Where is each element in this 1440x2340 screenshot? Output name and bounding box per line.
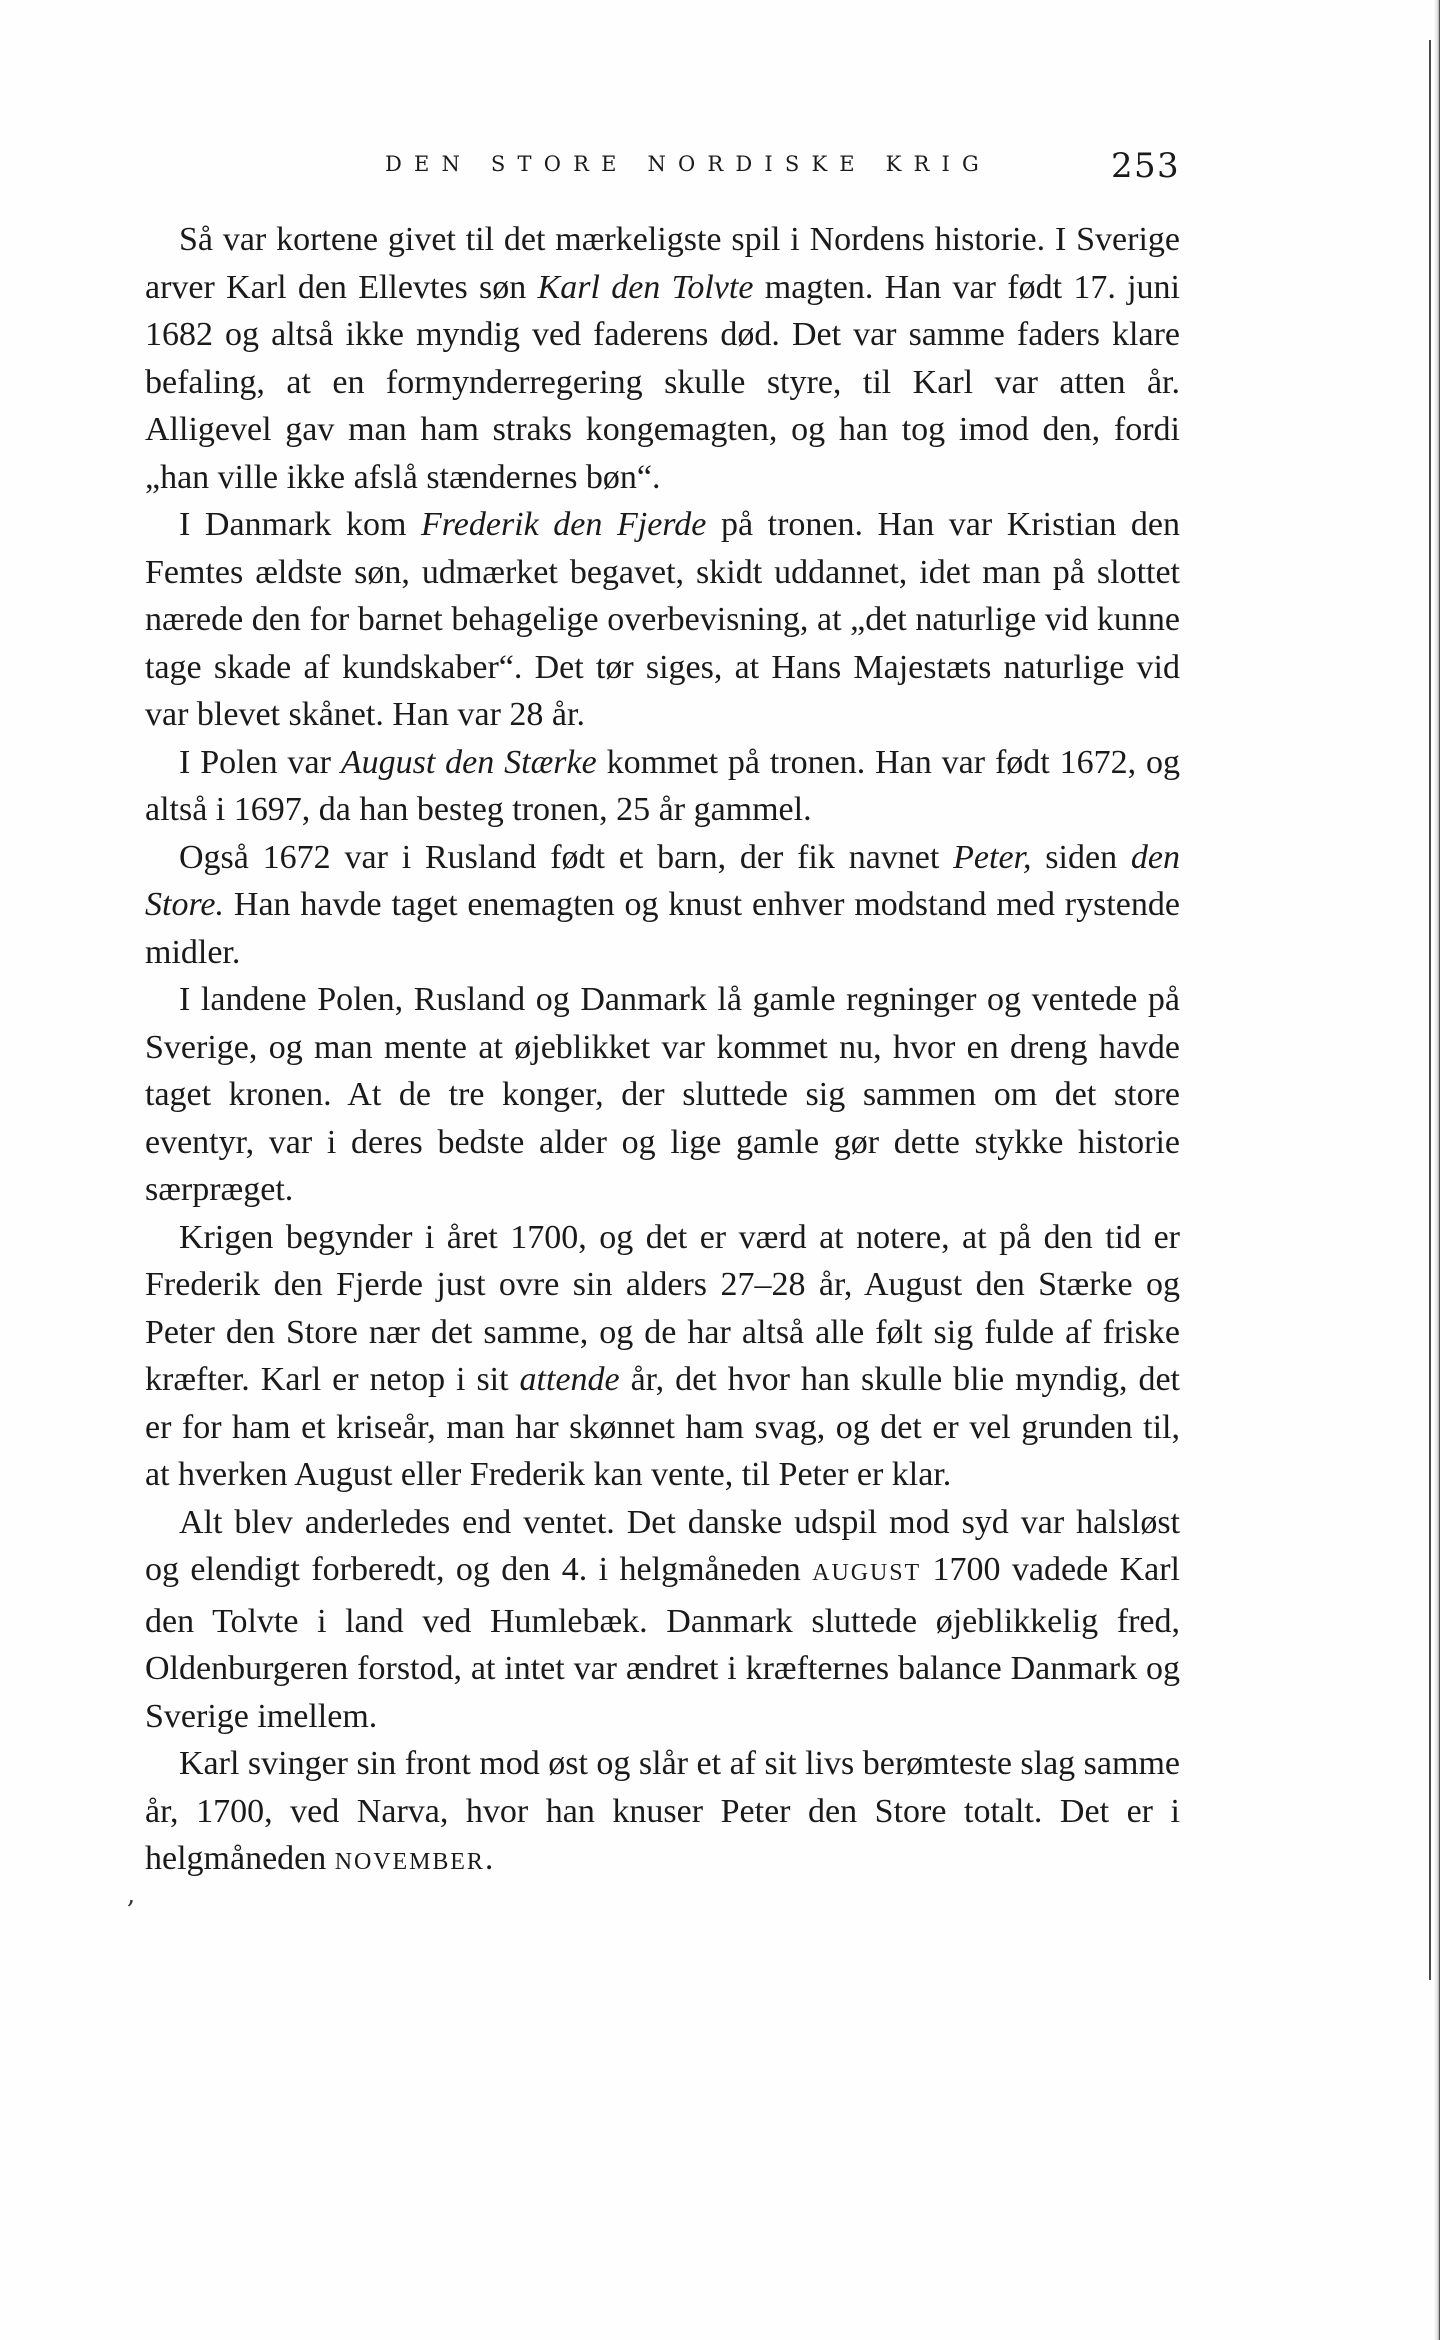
paragraph-7 xyxy=(145,1499,1180,1741)
page-number: 253 xyxy=(1111,146,1180,186)
paragraph-3-text: kommet på tronen. Han var født 1672, og altså i 1697, da han besteg tronen, 25 år gammel. xyxy=(145,743,1180,828)
paragraph-8-smallcaps-month: NOVEMBER xyxy=(334,1849,485,1875)
paragraph-2-lead: I Danmark kom xyxy=(179,506,422,543)
paragraph-5 xyxy=(145,976,1180,1214)
paragraph-1-text: Så var kortene givet til det mærkeligste spil i Nordens historie. I Sverige arver Karl den Ellevtes søn xyxy=(145,221,1180,306)
paragraph-1-text-cont: magten. Han var født 17. juni 1682 og altså ikke myndig ved faderens død. Det var samme faders klare befaling, at en formynderregering skulle styre, til Karl var atten år. Alligevel gav man ham straks kongemagten, og han tog imod den, fordi „han ville ikke afslå stændernes bøn“. xyxy=(145,268,1180,496)
page-edge-line xyxy=(1429,40,1431,1980)
body-text xyxy=(145,216,1180,1887)
paragraph-4-mid: siden xyxy=(1031,838,1131,876)
paragraph-5-text: I landene Polen, Rusland og Danmark lå gamle regninger og ventede på Sverige, og man mente at øjeblikket var kommet nu, hvor en dreng havde taget kronen. At de tre konger, der sluttede sig sammen om det store eventyr, var i deres bedste alder og lige gamle gør dette stykke historie særpræget. xyxy=(145,981,1180,1208)
paragraph-2-text: på tronen. Han var Kristian den Femtes ældste søn, udmærket begavet, skidt uddannet, idet man på slottet nærede den for barnet behagelige overbevisning, at „det naturlige vid kunne tage skade af kundskaber“. Det tør siges, at Hans Majestæts naturlige vid var blevet skånet. Han var 28 år. xyxy=(145,506,1180,733)
paragraph-6 xyxy=(145,1214,1180,1499)
paragraph-3-lead: I Polen var xyxy=(179,743,341,781)
paragraph-7-smallcaps-month: AUGUST xyxy=(812,1560,922,1586)
paragraph-6-lead: Krigen begynder i året 1700, og det er værd at notere, at på den tid er Frederik den Fjerde just ovre sin alders 27–28 år, August den Stærke og Peter den Store nær det samme, og de har altså alle følt sig fulde af friske kræfter. Karl er netop i sit xyxy=(145,1218,1180,1398)
paragraph-4-italic-name: Peter, xyxy=(953,838,1032,876)
running-title: DEN STORE NORDISKE KRIG xyxy=(385,152,991,176)
paragraph-2 xyxy=(145,501,1180,739)
paragraph-4-lead: Også 1672 var i Rusland født et barn, der fik navnet xyxy=(179,838,954,876)
paragraph-7-lead: Alt blev anderledes end ventet. Det danske udspil mod syd var halsløst og elendigt forberedt, og den 4. i helgmåneden xyxy=(145,1503,1180,1588)
paragraph-3 xyxy=(145,739,1180,834)
page-edge-shadow xyxy=(1434,0,1440,2340)
paragraph-8-end: . xyxy=(484,1840,494,1877)
paragraph-6-text: år, det hvor han skulle blie myndig, det er for ham et kriseår, man har skønnet ham svag, og det er vel grunden til, at hverken August eller Frederik kan vente, til Peter er klar. xyxy=(145,1361,1180,1493)
paragraph-8-lead: Karl svinger sin front mod øst og slår et af sit livs berømteste slag samme år, 1700, ved Narva, hvor han knuser Peter den Store totalt. Det er i helgmåneden xyxy=(145,1745,1180,1877)
stray-ink-mark: , xyxy=(127,1880,136,1910)
paragraph-6-italic-word: attende xyxy=(519,1361,620,1398)
paragraph-8 xyxy=(145,1740,1180,1887)
paragraph-4 xyxy=(145,834,1180,977)
paragraph-2-italic-name: Frederik den Fjerde xyxy=(421,506,707,543)
paragraph-7-text: 1700 vadede Karl den Tolvte i land ved Humlebæk. Danmark sluttede øjeblikkelig fred, Oldenburgeren forstod, at intet var ændret i kræfternes balance Danmark og Sverige imellem. xyxy=(145,1551,1180,1735)
running-head xyxy=(145,146,1180,190)
paragraph-4-italic-epithet: den Store. xyxy=(145,838,1180,923)
paragraph-1-italic-name: Karl den Tolvte xyxy=(537,268,754,306)
paragraph-1 xyxy=(145,216,1180,501)
paragraph-3-italic-name: August den Stærke xyxy=(340,743,597,781)
paragraph-4-text: Han havde taget enemagten og knust enhver modstand med rystende midler. xyxy=(145,886,1180,971)
